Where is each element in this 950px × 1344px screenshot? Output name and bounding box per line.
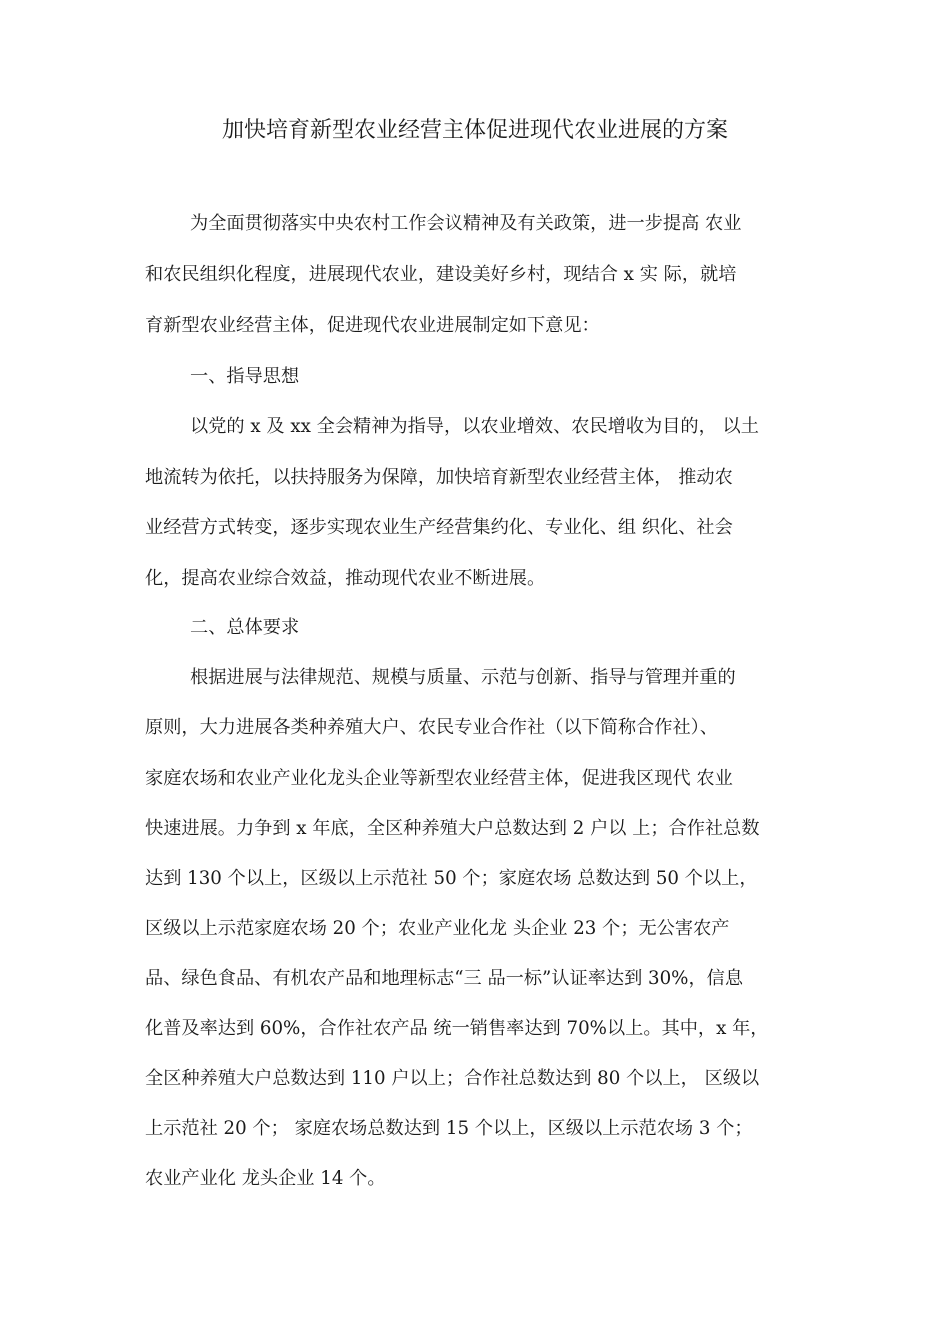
section-heading: 一、指导思想: [190, 366, 300, 387]
paragraph-line: 根据进展与法律规范、规模与质量、示范与创新、指导与管理并重的: [190, 667, 736, 688]
paragraph-line: 品、绿色食品、有机农产品和地理标志“三 品一标”认证率达到 30%，信息: [145, 968, 744, 989]
paragraph-line: 地流转为依托，以扶持服务为保障，加快培育新型农业经营主体， 推动农: [145, 467, 733, 488]
paragraph-line: 区级以上示范家庭农场 20 个；农业产业化龙 头企业 23 个；无公害农产: [145, 918, 730, 939]
paragraph-line: 家庭农场和农业产业化龙头企业等新型农业经营主体，促进我区现代 农业: [145, 768, 733, 789]
section-heading: 二、总体要求: [190, 617, 300, 638]
paragraph-line: 达到 130 个以上，区级以上示范社 50 个；家庭农场 总数达到 50 个以上，: [145, 868, 758, 889]
paragraph-line: 原则，大力进展各类种养殖大户、农民专业合作社（以下简称合作社）、: [145, 717, 718, 738]
paragraph-line: 农业产业化 龙头企业 14 个。: [145, 1168, 386, 1189]
paragraph-line: 和农民组织化程度，进展现代农业，建设美好乡村，现结合 x 实 际，就培: [145, 264, 737, 285]
paragraph-line: 化普及率达到 60%，合作社农产品 统一销售率达到 70%以上。其中，x 年，: [145, 1018, 769, 1039]
paragraph-line: 上示范社 20 个； 家庭农场总数达到 15 个以上，区级以上示范农场 3 个；: [145, 1118, 753, 1139]
paragraph-line: 为全面贯彻落实中央农村工作会议精神及有关政策，进一步提高 农业: [190, 213, 742, 234]
paragraph-line: 全区种养殖大户总数达到 110 户以上；合作社总数达到 80 个以上， 区级以: [145, 1068, 760, 1089]
document-title: 加快培育新型农业经营主体促进现代农业进展的方案: [221, 118, 728, 143]
paragraph-line: 业经营方式转变，逐步实现农业生产经营集约化、专业化、组 织化、社会: [145, 517, 733, 538]
paragraph-line: 快速进展。力争到 x 年底，全区种养殖大户总数达到 2 户以 上；合作社总数: [145, 818, 760, 839]
paragraph-line: 育新型农业经营主体，促进现代农业进展制定如下意见：: [145, 315, 600, 336]
paragraph-line: 以党的 x 及 xx 全会精神为指导，以农业增效、农民增收为目的， 以土: [190, 416, 759, 437]
paragraph-line: 化，提高农业综合效益，推动现代农业不断进展。: [145, 568, 546, 589]
